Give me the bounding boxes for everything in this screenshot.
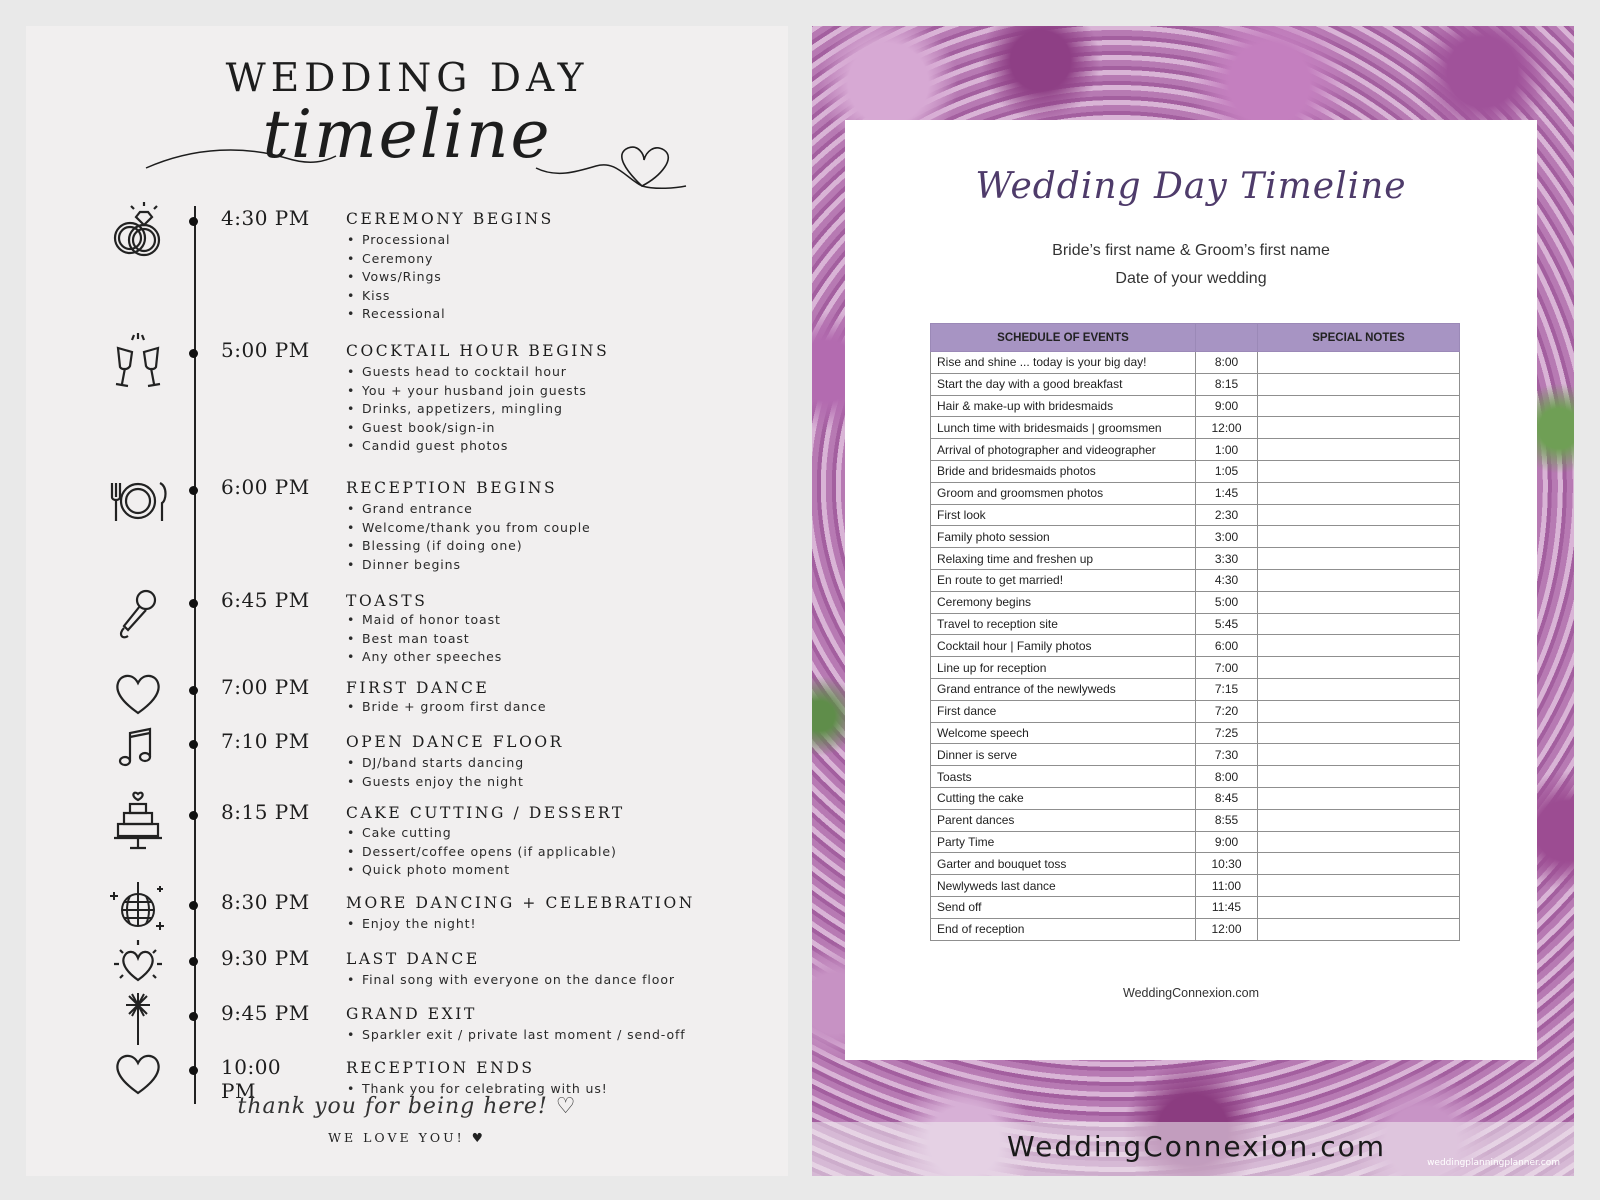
list-item: • Maid of honor toast — [346, 611, 502, 630]
list-item: • Blessing (if doing one) — [346, 537, 591, 556]
thank-you-note: thank you for being here! ♡ — [237, 1094, 577, 1119]
table-row — [931, 395, 1460, 417]
event-items — [346, 611, 502, 667]
table-row — [931, 373, 1460, 395]
table-row — [931, 918, 1460, 940]
table-row — [931, 504, 1460, 526]
notes-cell[interactable] — [1258, 439, 1460, 461]
page-title: WEDDING DAY — [225, 56, 589, 101]
cake-icon — [106, 790, 170, 854]
timeline-dot — [189, 1012, 198, 1021]
event-cell: Relaxing time and freshen up — [931, 548, 1196, 570]
event-time: 9:45 PM — [221, 1001, 310, 1025]
list-item: • DJ/band starts dancing — [346, 754, 524, 773]
time-cell: 11:45 — [1196, 896, 1258, 918]
list-item: • Quick photo moment — [346, 861, 617, 880]
event-time: 6:00 PM — [221, 475, 310, 499]
notes-cell[interactable] — [1258, 635, 1460, 657]
event-items — [346, 824, 617, 880]
notes-cell[interactable] — [1258, 548, 1460, 570]
time-cell: 5:00 — [1196, 591, 1258, 613]
time-cell: 4:30 — [1196, 569, 1258, 591]
list-item: • Any other speeches — [346, 648, 502, 667]
table-row — [931, 591, 1460, 613]
table-row — [931, 569, 1460, 591]
timeline-dot — [189, 486, 198, 495]
list-item: • Kiss — [346, 287, 450, 306]
table-row — [931, 700, 1460, 722]
column-header — [1196, 324, 1258, 352]
list-item: • Guests head to cocktail hour — [346, 363, 587, 382]
brand-name: WeddingConnexion.com — [1007, 1130, 1386, 1163]
timeline-dot — [189, 599, 198, 608]
timeline-dot — [189, 901, 198, 910]
notes-cell[interactable] — [1258, 352, 1460, 374]
event-name: RECEPTION BEGINS — [346, 479, 558, 497]
list-item: • You + your husband join guests — [346, 382, 587, 401]
table-row — [931, 853, 1460, 875]
site-url: WeddingConnexion.com — [1123, 986, 1259, 1000]
event-name: GRAND EXIT — [346, 1005, 477, 1023]
time-cell: 5:45 — [1196, 613, 1258, 635]
event-cell: Toasts — [931, 766, 1196, 788]
list-item: • Sparkler exit / private last moment / send-off — [346, 1026, 686, 1045]
event-name: CEREMONY BEGINS — [346, 210, 554, 228]
timeline-dot — [189, 1066, 198, 1075]
event-time: 10:00 PM — [221, 1055, 282, 1103]
list-item: • Welcome/thank you from couple — [346, 519, 591, 538]
event-cell: End of reception — [931, 918, 1196, 940]
timeline-line — [194, 206, 196, 1104]
event-name: FIRST DANCE — [346, 679, 490, 697]
list-item: • Candid guest photos — [346, 437, 587, 456]
time-cell: 8:00 — [1196, 352, 1258, 374]
table-row — [931, 809, 1460, 831]
time-cell: 7:30 — [1196, 744, 1258, 766]
notes-cell[interactable] — [1258, 504, 1460, 526]
event-cell: Rise and shine ... today is your big day! — [931, 352, 1196, 374]
time-cell: 12:00 — [1196, 417, 1258, 439]
list-item: • Dessert/coffee opens (if applicable) — [346, 843, 617, 862]
notes-cell[interactable] — [1258, 875, 1460, 897]
event-cell: First dance — [931, 700, 1196, 722]
notes-cell[interactable] — [1258, 417, 1460, 439]
event-name: OPEN DANCE FLOOR — [346, 733, 564, 751]
event-cell: Line up for reception — [931, 657, 1196, 679]
notes-cell[interactable] — [1258, 395, 1460, 417]
event-cell: Bride and bridesmaids photos — [931, 460, 1196, 482]
table-row — [931, 744, 1460, 766]
table-row — [931, 460, 1460, 482]
event-time: 7:10 PM — [221, 729, 310, 753]
timeline-dot — [189, 957, 198, 966]
event-cell: First look — [931, 504, 1196, 526]
time-cell: 8:55 — [1196, 809, 1258, 831]
microphone-icon — [106, 582, 170, 646]
timeline-dot — [189, 686, 198, 695]
event-time: 8:30 PM — [221, 890, 310, 914]
list-item: • Best man toast — [346, 630, 502, 649]
event-items — [346, 915, 476, 934]
list-item: • Bride + groom first dance — [346, 698, 546, 717]
list-item: • Thank you for celebrating with us! — [346, 1080, 608, 1099]
time-cell: 1:00 — [1196, 439, 1258, 461]
event-cell: Grand entrance of the newlyweds — [931, 678, 1196, 700]
notes-cell[interactable] — [1258, 809, 1460, 831]
event-time: 7:00 PM — [221, 675, 310, 699]
event-cell: Lunch time with bridesmaids | groomsmen — [931, 417, 1196, 439]
notes-cell[interactable] — [1258, 787, 1460, 809]
event-cell: Cocktail hour | Family photos — [931, 635, 1196, 657]
notes-cell[interactable] — [1258, 526, 1460, 548]
table-row — [931, 896, 1460, 918]
event-name: TOASTS — [346, 592, 428, 610]
watermark: weddingplanningplanner.com — [1427, 1158, 1560, 1168]
rings-icon — [106, 200, 170, 264]
time-cell: 6:00 — [1196, 635, 1258, 657]
notes-cell[interactable] — [1258, 918, 1460, 940]
table-row — [931, 831, 1460, 853]
table-header-row — [931, 324, 1460, 352]
event-items — [346, 754, 524, 791]
notes-cell[interactable] — [1258, 613, 1460, 635]
table-row — [931, 548, 1460, 570]
list-item: • Dinner begins — [346, 556, 591, 575]
event-name: CAKE CUTTING / DESSERT — [346, 804, 625, 822]
time-cell: 3:00 — [1196, 526, 1258, 548]
notes-cell[interactable] — [1258, 853, 1460, 875]
notes-cell[interactable] — [1258, 722, 1460, 744]
notes-cell[interactable] — [1258, 591, 1460, 613]
column-header: SCHEDULE OF EVENTS — [931, 324, 1196, 352]
event-time: 5:00 PM — [221, 338, 310, 362]
time-cell: 9:00 — [1196, 831, 1258, 853]
timeline-card-left — [26, 26, 788, 1176]
event-cell: Family photo session — [931, 526, 1196, 548]
event-cell: Arrival of photographer and videographer — [931, 439, 1196, 461]
event-name: LAST DANCE — [346, 950, 480, 968]
time-cell: 11:00 — [1196, 875, 1258, 897]
list-item: • Processional — [346, 231, 450, 250]
list-item: • Final song with everyone on the dance floor — [346, 971, 675, 990]
list-item: • Cake cutting — [346, 824, 617, 843]
timeline-dot — [189, 740, 198, 749]
time-cell: 10:30 — [1196, 853, 1258, 875]
love-note: WE LOVE YOU! ♥ — [328, 1130, 486, 1145]
list-item: • Recessional — [346, 305, 450, 324]
list-item: • Grand entrance — [346, 500, 591, 519]
column-header: SPECIAL NOTES — [1258, 324, 1460, 352]
time-cell: 7:00 — [1196, 657, 1258, 679]
event-name: COCKTAIL HOUR BEGINS — [346, 342, 610, 360]
event-cell: Party Time — [931, 831, 1196, 853]
event-cell: Garter and bouquet toss — [931, 853, 1196, 875]
event-name: RECEPTION ENDS — [346, 1059, 535, 1077]
table-row — [931, 352, 1460, 374]
time-cell: 3:30 — [1196, 548, 1258, 570]
table-row — [931, 439, 1460, 461]
event-items — [346, 231, 450, 324]
time-cell: 8:45 — [1196, 787, 1258, 809]
table-row — [931, 417, 1460, 439]
event-items — [346, 363, 587, 456]
time-cell: 8:15 — [1196, 373, 1258, 395]
disco-ball-icon — [106, 874, 170, 938]
table-row — [931, 766, 1460, 788]
list-item: • Enjoy the night! — [346, 915, 476, 934]
event-time: 6:45 PM — [221, 588, 310, 612]
event-cell: Welcome speech — [931, 722, 1196, 744]
time-cell: 12:00 — [1196, 918, 1258, 940]
notes-cell[interactable] — [1258, 482, 1460, 504]
list-item: • Guest book/sign-in — [346, 419, 587, 438]
table-row — [931, 787, 1460, 809]
table-row — [931, 722, 1460, 744]
printable-sheet — [845, 120, 1537, 1060]
event-cell: Ceremony begins — [931, 591, 1196, 613]
event-items — [346, 698, 546, 717]
list-item: • Guests enjoy the night — [346, 773, 524, 792]
table-row — [931, 657, 1460, 679]
notes-cell[interactable] — [1258, 831, 1460, 853]
event-cell: Hair & make-up with bridesmaids — [931, 395, 1196, 417]
time-cell: 1:45 — [1196, 482, 1258, 504]
sheet-title: Wedding Day Timeline — [975, 166, 1407, 207]
notes-cell[interactable] — [1258, 657, 1460, 679]
table-row — [931, 678, 1460, 700]
schedule-table — [930, 323, 1460, 941]
table-row — [931, 635, 1460, 657]
table-row — [931, 526, 1460, 548]
event-cell: Travel to reception site — [931, 613, 1196, 635]
timeline-dot — [189, 217, 198, 226]
event-items — [346, 1026, 686, 1045]
time-cell: 8:00 — [1196, 766, 1258, 788]
notes-cell[interactable] — [1258, 460, 1460, 482]
table-row — [931, 875, 1460, 897]
event-cell: Parent dances — [931, 809, 1196, 831]
event-time: 9:30 PM — [221, 946, 310, 970]
event-cell: Start the day with a good breakfast — [931, 373, 1196, 395]
time-cell: 2:30 — [1196, 504, 1258, 526]
list-item: • Drinks, appetizers, mingling — [346, 400, 587, 419]
notes-cell[interactable] — [1258, 896, 1460, 918]
event-time: 8:15 PM — [221, 800, 310, 824]
time-cell: 7:25 — [1196, 722, 1258, 744]
list-item: • Ceremony — [346, 250, 450, 269]
event-time: 4:30 PM — [221, 206, 310, 230]
list-item: • Vows/Rings — [346, 268, 450, 287]
event-cell: Newlyweds last dance — [931, 875, 1196, 897]
script-title: timeline — [262, 96, 552, 173]
time-cell: 9:00 — [1196, 395, 1258, 417]
event-items — [346, 971, 675, 990]
event-cell: Groom and groomsmen photos — [931, 482, 1196, 504]
table-row — [931, 613, 1460, 635]
wedding-date: Date of your wedding — [1115, 270, 1267, 287]
event-name: MORE DANCING + CELEBRATION — [346, 894, 695, 912]
notes-cell[interactable] — [1258, 744, 1460, 766]
timeline-dot — [189, 811, 198, 820]
notes-cell[interactable] — [1258, 569, 1460, 591]
event-cell: Cutting the cake — [931, 787, 1196, 809]
time-cell: 1:05 — [1196, 460, 1258, 482]
time-cell: 7:15 — [1196, 678, 1258, 700]
event-cell: Send off — [931, 896, 1196, 918]
music-note-icon — [106, 715, 170, 779]
plate-cutlery-icon — [106, 469, 170, 533]
table-row — [931, 482, 1460, 504]
couple-names: Bride’s first name & Groom’s first name — [1052, 242, 1330, 259]
notes-cell[interactable] — [1258, 678, 1460, 700]
event-cell: Dinner is serve — [931, 744, 1196, 766]
champagne-glasses-icon — [106, 330, 170, 394]
time-cell: 7:20 — [1196, 700, 1258, 722]
event-items — [346, 500, 591, 574]
notes-cell[interactable] — [1258, 373, 1460, 395]
notes-cell[interactable] — [1258, 700, 1460, 722]
timeline-card-right — [812, 26, 1574, 1176]
notes-cell[interactable] — [1258, 766, 1460, 788]
event-cell: En route to get married! — [931, 569, 1196, 591]
timeline-dot — [189, 349, 198, 358]
